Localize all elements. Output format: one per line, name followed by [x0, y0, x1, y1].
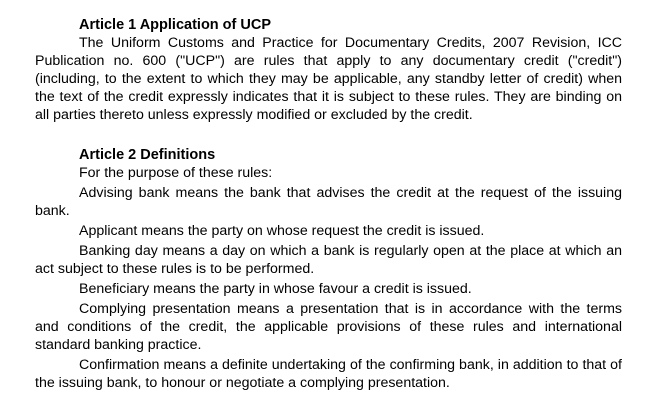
definition-advising-bank: Advising bank means the bank that advises the credit at the request of the issuing bank.	[35, 185, 622, 219]
definition-applicant: Applicant means the party on whose request the credit is issued.	[79, 223, 485, 239]
article-1-paragraph: The Uniform Customs and Practice for Documentary Credits, 2007 Revision, ICC Publication no. 600 ("UCP") are rules that apply to any documentary credit ("credit") (including, to the extent to which they may be applicable, any standby letter of credit) when the text of the credit expressly indicates that it is subject to these rules. They are binding on all parties thereto unless expressly modified or excluded by the credit.	[35, 35, 622, 123]
article-2-section	[35, 146, 622, 392]
definition-complying-presentation: Complying presentation means a presentation that is in accordance with the terms and conditions of the credit, the applicable provisions of these rules and international standard banking practice.	[35, 301, 622, 353]
article-2-heading: Article 2 Definitions	[79, 147, 216, 163]
article-1-section	[35, 16, 622, 124]
definition-banking-day: Banking day means a day on which a bank is regularly open at the place at which an act subject to these rules is to be performed.	[35, 243, 622, 277]
article-2-intro: For the purpose of these rules:	[79, 165, 273, 181]
definition-confirmation: Confirmation means a definite undertaking of the confirming bank, in addition to that of the issuing bank, to honour or negotiate a complying presentation.	[35, 357, 622, 391]
section-spacer	[35, 126, 622, 146]
article-1-heading: Article 1 Application of UCP	[79, 17, 272, 33]
definition-beneficiary: Beneficiary means the party in whose favour a credit is issued.	[79, 281, 472, 297]
